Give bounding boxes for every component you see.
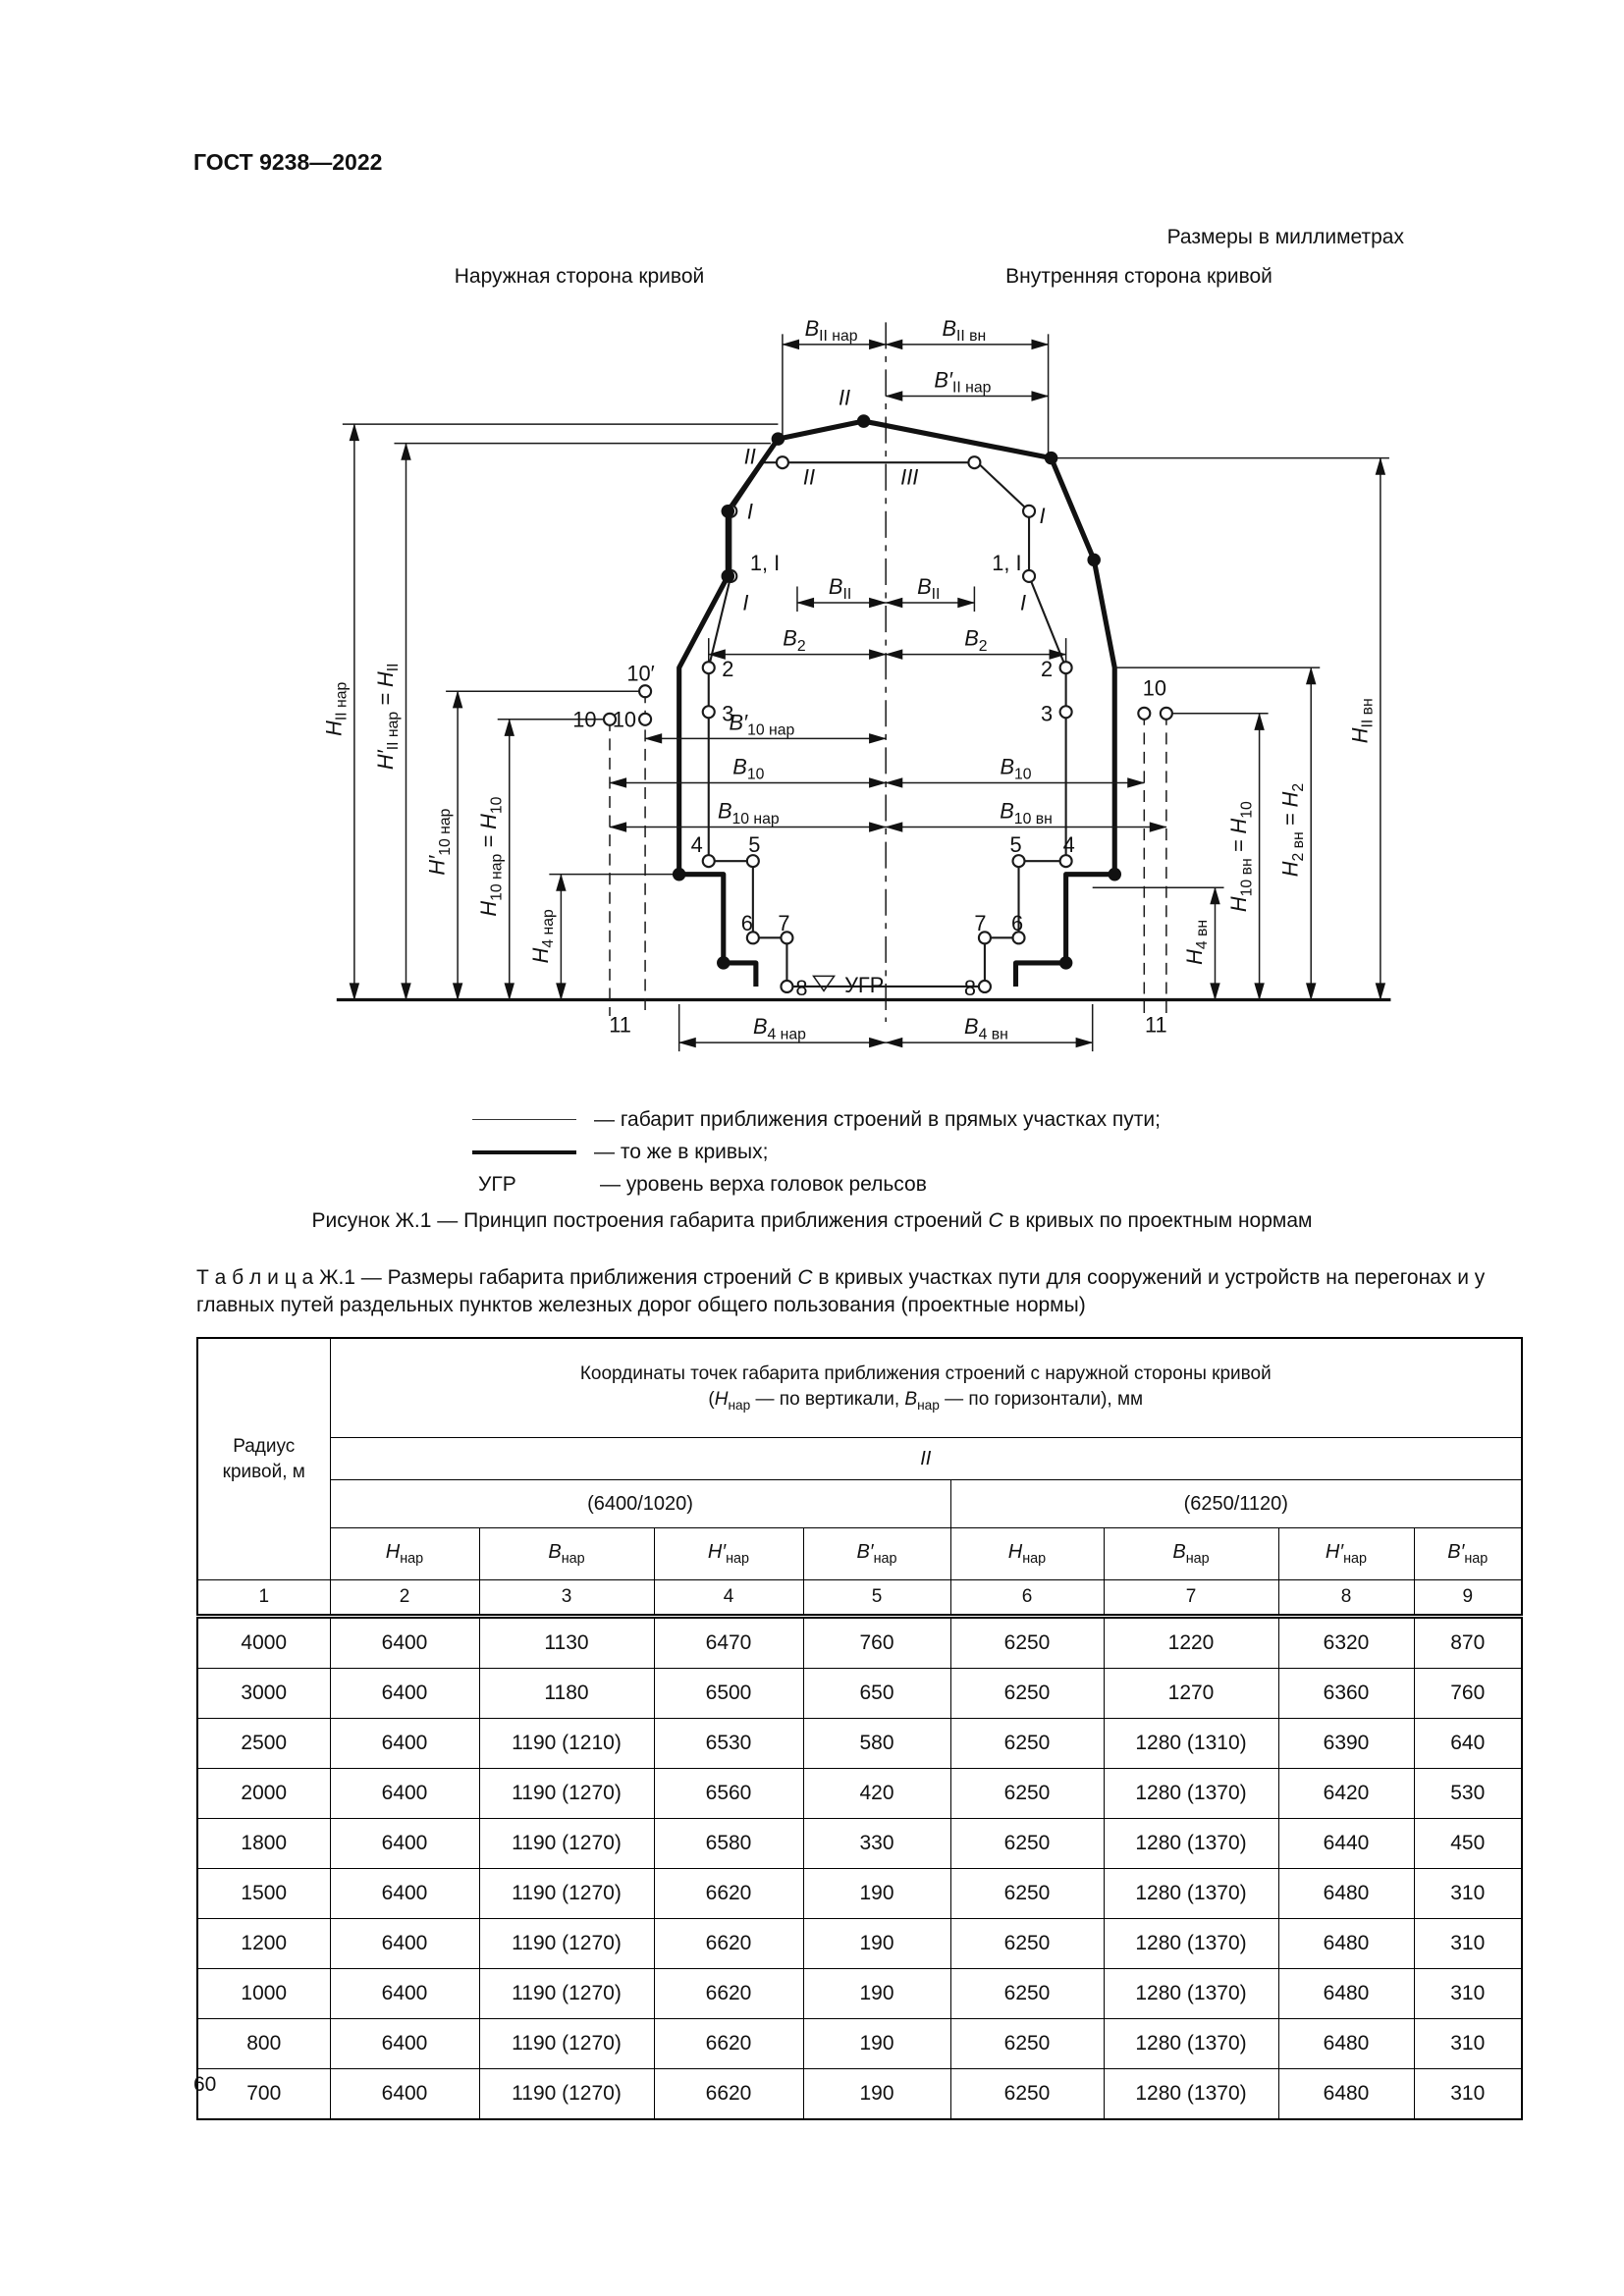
table-cell: 190 bbox=[803, 2069, 950, 2120]
table-cell: 310 bbox=[1414, 1869, 1522, 1919]
table-cell: 1280 (1370) bbox=[1104, 2069, 1278, 2120]
page-number: 60 bbox=[193, 2073, 217, 2096]
table-row bbox=[197, 1617, 1522, 1669]
point-4-right: 4 bbox=[1062, 832, 1075, 858]
table-cell: 310 bbox=[1414, 1919, 1522, 1969]
table-cell: 6250 bbox=[950, 1919, 1104, 1969]
dim-hp10-nar: $H'_{10 нар}$ bbox=[424, 808, 454, 876]
point-6-right: 6 bbox=[1010, 910, 1024, 935]
column-number: 3 bbox=[479, 1580, 654, 1617]
column-number: 9 bbox=[1414, 1580, 1522, 1617]
inner-side-label: Внутренняя сторона кривой bbox=[1005, 265, 1272, 288]
table-cell: 6250 bbox=[950, 1617, 1104, 1669]
point-ii-top: II bbox=[838, 385, 851, 410]
clearance-gauge-diagram bbox=[0, 304, 1624, 1100]
table-cell: 1190 (1270) bbox=[479, 1969, 654, 2019]
table-cell: 6250 bbox=[950, 1669, 1104, 1719]
table-cell: 6400 bbox=[330, 2019, 479, 2069]
table-cell: 1190 (1270) bbox=[479, 1869, 654, 1919]
table-cell: 420 bbox=[803, 1769, 950, 1819]
column-number: 4 bbox=[654, 1580, 803, 1617]
point-i-left-top: I bbox=[746, 499, 753, 524]
point-ii-left: II bbox=[743, 444, 756, 469]
units-note: Размеры в миллиметрах bbox=[1166, 226, 1404, 248]
dim-h-ii-nar: $H_{II нар}$ bbox=[321, 681, 351, 736]
table-cell: 800 bbox=[197, 2019, 330, 2069]
dim-h10-nar-eq: $H_{10 нар} = H_{10}$ bbox=[476, 796, 506, 917]
col-header: $B'_{нар}$ bbox=[1414, 1528, 1522, 1580]
col-header: $B_{нар}$ bbox=[479, 1528, 654, 1580]
table-caption: Т а б л и ц а Ж.1 — Размеры габарита приближения строений С в кривых участках пути для сооружений и устройств на перегонах и у главных путей раздельных пунктов железных дорог общего пользования (проектные нормы) bbox=[196, 1266, 1486, 1317]
table-cell: 1280 (1370) bbox=[1104, 1919, 1278, 1969]
table-cell: 1280 (1310) bbox=[1104, 1719, 1278, 1769]
point-10p: 10′ bbox=[626, 661, 655, 686]
dim-b4-vn: $B_{4 вн}$ bbox=[964, 1014, 1008, 1043]
table-cell: 2000 bbox=[197, 1769, 330, 1819]
document-code: ГОСТ 9238—2022 bbox=[193, 149, 383, 175]
table-cell: 6620 bbox=[654, 2019, 803, 2069]
point-11-left: 11 bbox=[609, 1012, 631, 1038]
point-5-left: 5 bbox=[748, 832, 761, 858]
point-7-left: 7 bbox=[778, 910, 790, 935]
table-cell: 6400 bbox=[330, 1919, 479, 1969]
dim-b10-nar: $B_{10 нар}$ bbox=[717, 798, 780, 828]
point-i-right-top: I bbox=[1039, 503, 1046, 528]
table-cell: 6500 bbox=[654, 1669, 803, 1719]
table-cell: 6620 bbox=[654, 1869, 803, 1919]
table-cell: 530 bbox=[1414, 1769, 1522, 1819]
point-5-right: 5 bbox=[1009, 832, 1022, 858]
table-cell: 6400 bbox=[330, 1969, 479, 2019]
table-cell: 6560 bbox=[654, 1769, 803, 1819]
dimension-lines bbox=[354, 345, 1380, 1042]
dim-b4-nar: $B_{4 нар}$ bbox=[752, 1014, 806, 1043]
table-cell: 1280 (1370) bbox=[1104, 1969, 1278, 2019]
table-cell: 6250 bbox=[950, 1969, 1104, 2019]
dim-h10-vn-eq: $H_{10 вн} = H_{10}$ bbox=[1226, 801, 1256, 913]
table-cell: 1190 (1270) bbox=[479, 1919, 654, 1969]
extension-lines bbox=[343, 334, 1389, 1051]
table-cell: 580 bbox=[803, 1719, 950, 1769]
point-1i-right: 1, I bbox=[992, 550, 1022, 575]
point-1i-left: 1, I bbox=[749, 550, 781, 575]
dim-b2-left: $B_2$ bbox=[783, 625, 806, 655]
point-ii-inner: II bbox=[802, 464, 816, 490]
dim-h2-vn-eq: $H_{2 вн} = H_2$ bbox=[1277, 782, 1307, 878]
table-cell: 6420 bbox=[1278, 1769, 1414, 1819]
point-10-left-1: 10 bbox=[572, 707, 597, 732]
table-row bbox=[197, 1819, 1522, 1869]
table-cell: 6400 bbox=[330, 2069, 479, 2120]
dim-bp10-nar: $B'_{10 нар}$ bbox=[729, 710, 795, 739]
table-cell: 6400 bbox=[330, 1819, 479, 1869]
rail-level-symbol bbox=[814, 976, 835, 990]
ugr-label: УГР bbox=[478, 1172, 516, 1196]
dim-h4-vn: $H_{4 вн}$ bbox=[1181, 919, 1212, 965]
table-row bbox=[197, 2069, 1522, 2120]
table-cell: 310 bbox=[1414, 2069, 1522, 2120]
column-number: 5 bbox=[803, 1580, 950, 1617]
table-cell: 2500 bbox=[197, 1719, 330, 1769]
point-i-left-low: I bbox=[742, 590, 749, 615]
point-10-left-2: 10 bbox=[612, 707, 637, 732]
right-group-header: (6250/1120) bbox=[950, 1480, 1522, 1528]
table-cell: 1190 (1270) bbox=[479, 1819, 654, 1869]
table-cell: 6620 bbox=[654, 1969, 803, 2019]
table-cell: 4000 bbox=[197, 1617, 330, 1669]
dim-b-ii-vn: $B_{II вн}$ bbox=[942, 315, 987, 346]
col-header: $B_{нар}$ bbox=[1104, 1528, 1278, 1580]
coords-header-line1: Координаты точек габарита приближения строений с наружной стороны кривой bbox=[579, 1363, 1272, 1385]
thin-line-sample bbox=[472, 1119, 576, 1120]
point-iii: III bbox=[900, 464, 919, 490]
point-4-left: 4 bbox=[690, 832, 703, 858]
point-i-right-low: I bbox=[1019, 590, 1027, 615]
table-cell: 6250 bbox=[950, 2019, 1104, 2069]
table-cell: 1500 bbox=[197, 1869, 330, 1919]
outer-side-label: Наружная сторона кривой bbox=[454, 265, 705, 288]
legend-item-ugr bbox=[472, 1168, 1624, 1201]
left-group-header: (6400/1020) bbox=[330, 1480, 950, 1528]
table-cell: 6480 bbox=[1278, 1969, 1414, 2019]
table-container bbox=[196, 1337, 1523, 2120]
table-cell: 310 bbox=[1414, 1969, 1522, 2019]
table-cell: 1180 bbox=[479, 1669, 654, 1719]
table-cell: 6400 bbox=[330, 1617, 479, 1669]
dim-bp-ii-nar: $B'_{II нар}$ bbox=[934, 367, 992, 397]
table-cell: 190 bbox=[803, 2019, 950, 2069]
table-cell: 6480 bbox=[1278, 1919, 1414, 1969]
point-8-right: 8 bbox=[963, 975, 976, 1000]
table-cell: 6480 bbox=[1278, 1869, 1414, 1919]
legend-text: — габарит приближения строений в прямых участках пути; bbox=[594, 1107, 1161, 1131]
table-cell: 6480 bbox=[1278, 2069, 1414, 2120]
col-header: $H_{нар}$ bbox=[950, 1528, 1104, 1580]
table-cell: 450 bbox=[1414, 1819, 1522, 1869]
table-cell: 6400 bbox=[330, 1769, 479, 1819]
dim-b-ii-left: $B_{II}$ bbox=[828, 573, 852, 604]
point-6-left: 6 bbox=[740, 910, 753, 935]
table-cell: 330 bbox=[803, 1819, 950, 1869]
point-7-right: 7 bbox=[974, 910, 987, 935]
point-3-left: 3 bbox=[722, 701, 734, 726]
legend-item-straight bbox=[472, 1103, 1624, 1136]
point-11-right: 11 bbox=[1145, 1012, 1167, 1038]
col-header: $H'_{нар}$ bbox=[1278, 1528, 1414, 1580]
table-cell: 190 bbox=[803, 1969, 950, 2019]
table-row bbox=[197, 1869, 1522, 1919]
table-cell: 1130 bbox=[479, 1617, 654, 1669]
group-header: II bbox=[330, 1438, 1522, 1480]
coords-header-line2: ($H_{нар}$ — по вертикали, $B_{нар}$ — по горизонтали), мм bbox=[708, 1388, 1144, 1413]
dim-b-ii-right: $B_{II}$ bbox=[917, 573, 941, 604]
table-cell: 6400 bbox=[330, 1719, 479, 1769]
table-cell: 1280 (1370) bbox=[1104, 1869, 1278, 1919]
point-3-right: 3 bbox=[1040, 701, 1054, 726]
table-cell: 3000 bbox=[197, 1669, 330, 1719]
point-10-right: 10 bbox=[1142, 675, 1166, 701]
table-cell: 1280 (1370) bbox=[1104, 2019, 1278, 2069]
table-cell: 6320 bbox=[1278, 1617, 1414, 1669]
point-2-left: 2 bbox=[722, 657, 734, 682]
coords-header bbox=[330, 1338, 1522, 1438]
table-cell: 6250 bbox=[950, 1719, 1104, 1769]
radius-header: Радиус кривой, м bbox=[197, 1338, 330, 1580]
table-cell: 1280 (1370) bbox=[1104, 1819, 1278, 1869]
table-cell: 760 bbox=[1414, 1669, 1522, 1719]
legend-text: — то же в кривых; bbox=[594, 1140, 769, 1163]
table-cell: 6480 bbox=[1278, 2019, 1414, 2069]
point-8-left: 8 bbox=[795, 975, 808, 1000]
dim-b2-right: $B_2$ bbox=[964, 625, 988, 655]
column-number: 6 bbox=[950, 1580, 1104, 1617]
table-row bbox=[197, 1769, 1522, 1819]
legend-item-curve bbox=[472, 1136, 1624, 1168]
dim-h4-nar: $H_{4 нар}$ bbox=[527, 909, 558, 964]
table-cell: 6400 bbox=[330, 1869, 479, 1919]
dim-b10-right: $B_{10}$ bbox=[1000, 754, 1032, 783]
table-cell: 6580 bbox=[654, 1819, 803, 1869]
table-row bbox=[197, 1919, 1522, 1969]
rail-level-label: УГР bbox=[844, 972, 885, 997]
figure-caption: Рисунок Ж.1 — Принцип построения габарита приближения строений С в кривых по проектным нормам bbox=[311, 1209, 1313, 1232]
table-cell: 1200 bbox=[197, 1919, 330, 1969]
table-cell: 6470 bbox=[654, 1617, 803, 1669]
col-header: $B'_{нар}$ bbox=[803, 1528, 950, 1580]
table-row bbox=[197, 1669, 1522, 1719]
column-number: 7 bbox=[1104, 1580, 1278, 1617]
dim-hp-ii-nar-eq: $H'_{II нар} = H_{II}$ bbox=[372, 663, 403, 771]
table-cell: 700 bbox=[197, 2069, 330, 2120]
table-row bbox=[197, 1969, 1522, 2019]
gauge-coordinates-table bbox=[196, 1337, 1523, 2120]
column-number: 1 bbox=[197, 1580, 330, 1617]
table-cell: 190 bbox=[803, 1869, 950, 1919]
table-cell: 1280 (1370) bbox=[1104, 1769, 1278, 1819]
point-2-right: 2 bbox=[1040, 657, 1054, 682]
table-body bbox=[197, 1617, 1522, 2120]
table-cell: 6440 bbox=[1278, 1819, 1414, 1869]
column-number-row bbox=[197, 1580, 1522, 1617]
table-cell: 6250 bbox=[950, 2069, 1104, 2120]
dim-b10-left: $B_{10}$ bbox=[732, 754, 765, 783]
table-row bbox=[197, 2019, 1522, 2069]
col-header: $H'_{нар}$ bbox=[654, 1528, 803, 1580]
table-cell: 870 bbox=[1414, 1617, 1522, 1669]
table-cell: 6360 bbox=[1278, 1669, 1414, 1719]
table-cell: 310 bbox=[1414, 2019, 1522, 2069]
table-cell: 6390 bbox=[1278, 1719, 1414, 1769]
table-cell: 6620 bbox=[654, 1919, 803, 1969]
dim-h-ii-vn: $H_{II вн}$ bbox=[1347, 698, 1377, 744]
table-cell: 1190 (1270) bbox=[479, 2069, 654, 2120]
table-cell: 1270 bbox=[1104, 1669, 1278, 1719]
column-number: 2 bbox=[330, 1580, 479, 1617]
table-cell: 6620 bbox=[654, 2069, 803, 2120]
table-row bbox=[197, 1719, 1522, 1769]
table-cell: 760 bbox=[803, 1617, 950, 1669]
table-cell: 640 bbox=[1414, 1719, 1522, 1769]
legend-text: — уровень верха головок рельсов bbox=[600, 1172, 927, 1196]
table-cell: 6400 bbox=[330, 1669, 479, 1719]
thick-line-sample bbox=[472, 1150, 576, 1154]
column-number: 8 bbox=[1278, 1580, 1414, 1617]
table-cell: 1000 bbox=[197, 1969, 330, 2019]
table-cell: 1800 bbox=[197, 1819, 330, 1869]
table-cell: 1190 (1210) bbox=[479, 1719, 654, 1769]
legend bbox=[0, 1103, 1624, 1201]
table-cell: 6250 bbox=[950, 1819, 1104, 1869]
table-cell: 6530 bbox=[654, 1719, 803, 1769]
dim-b-ii-nar: $B_{II нар}$ bbox=[804, 315, 858, 346]
table-cell: 1190 (1270) bbox=[479, 2019, 654, 2069]
table-cell: 190 bbox=[803, 1919, 950, 1969]
table-cell: 650 bbox=[803, 1669, 950, 1719]
table-cell: 1220 bbox=[1104, 1617, 1278, 1669]
table-cell: 1190 (1270) bbox=[479, 1769, 654, 1819]
table-cell: 6250 bbox=[950, 1869, 1104, 1919]
table-cell: 6250 bbox=[950, 1769, 1104, 1819]
dim-b10-vn: $B_{10 вн}$ bbox=[1000, 798, 1053, 828]
col-header: $H_{нар}$ bbox=[330, 1528, 479, 1580]
